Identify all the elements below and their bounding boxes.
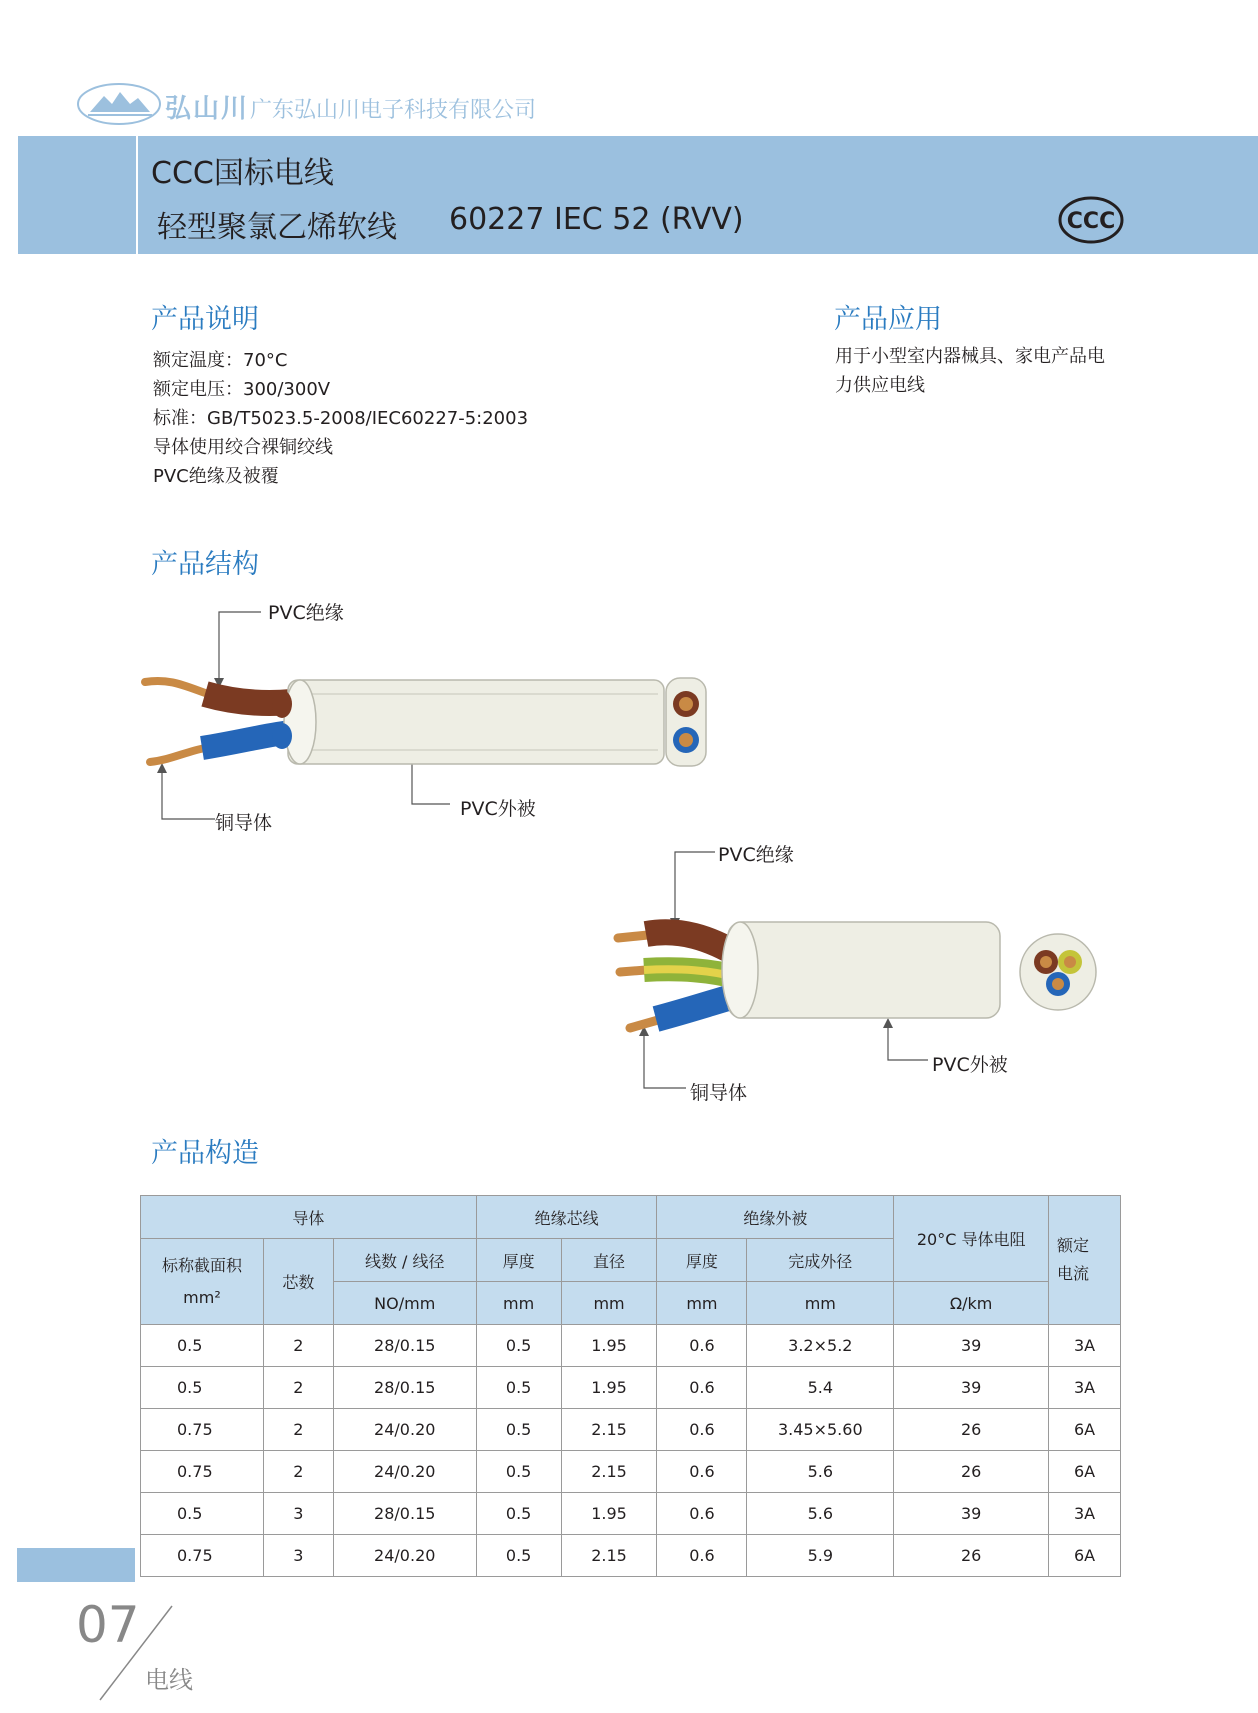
cell-resistance: 39	[894, 1493, 1049, 1535]
description-line: 导体使用绞合裸铜绞线	[153, 437, 333, 458]
cell-current: 3A	[1049, 1493, 1121, 1535]
col-outer-dia: 完成外径	[747, 1239, 894, 1282]
description-line: 额定电压：300/300V	[153, 379, 331, 400]
cell-sh-thickness: 0.6	[657, 1409, 747, 1451]
table-row	[141, 1367, 1121, 1409]
brand-name: 弘山川	[165, 94, 250, 124]
cell-cores: 2	[263, 1409, 333, 1451]
cell-ins-thickness: 0.5	[476, 1493, 561, 1535]
cell-resistance: 39	[894, 1367, 1049, 1409]
cell-ins-diameter: 1.95	[561, 1367, 657, 1409]
cell-outer-dia: 3.45×5.60	[747, 1409, 894, 1451]
cell-resistance: 39	[894, 1325, 1049, 1367]
company-name: 广东弘山川电子科技有限公司	[250, 98, 537, 123]
table-row	[141, 1451, 1121, 1493]
application-heading: 产品应用	[834, 304, 942, 335]
structure-heading: 产品结构	[151, 549, 259, 580]
cell-resistance: 26	[894, 1451, 1049, 1493]
cell-strand: 28/0.15	[333, 1493, 476, 1535]
cell-strand: 24/0.20	[333, 1409, 476, 1451]
cell-outer-dia: 5.6	[747, 1451, 894, 1493]
company-logo	[76, 82, 162, 126]
cell-current: 6A	[1049, 1535, 1121, 1577]
col-cores: 芯数	[263, 1239, 333, 1325]
cell-ins-thickness: 0.5	[476, 1367, 561, 1409]
table-row	[141, 1535, 1121, 1577]
group-conductor: 导体	[141, 1196, 477, 1239]
mountain-logo-icon	[76, 82, 162, 126]
cell-cores: 3	[263, 1493, 333, 1535]
callout-conductor-1: 铜导体	[215, 812, 273, 834]
cell-cores: 2	[263, 1451, 333, 1493]
cell-ins-thickness: 0.5	[476, 1409, 561, 1451]
page-number: 07	[76, 1596, 140, 1654]
description-line: 标准：GB/T5023.5-2008/IEC60227-5:2003	[153, 408, 529, 429]
product-code: 60227 IEC 52 (RVV)	[449, 202, 744, 237]
cell-ins-diameter: 2.15	[561, 1451, 657, 1493]
page-title: CCC国标电线	[151, 156, 334, 191]
ccc-cert-icon	[1058, 195, 1124, 249]
description-line: PVC绝缘及被覆	[153, 466, 279, 487]
footer-bar	[17, 1548, 135, 1582]
group-sheath: 绝缘外被	[657, 1196, 894, 1239]
cell-cores: 2	[263, 1325, 333, 1367]
cell-outer-dia: 3.2×5.2	[747, 1325, 894, 1367]
product-name: 轻型聚氯乙烯软线	[157, 210, 397, 245]
page-section-label: 电线	[145, 1666, 193, 1694]
cell-sh-thickness: 0.6	[657, 1367, 747, 1409]
cell-area: 0.5	[141, 1325, 264, 1367]
cell-outer-dia: 5.6	[747, 1493, 894, 1535]
col-area-label: 标称截面积	[161, 1255, 242, 1275]
cell-sh-thickness: 0.6	[657, 1535, 747, 1577]
cell-resistance: 26	[894, 1535, 1049, 1577]
table-row	[141, 1325, 1121, 1367]
description-list	[153, 346, 528, 491]
callout-sheath-2: PVC外被	[932, 1054, 1008, 1076]
unit-sh-thickness: mm	[657, 1282, 747, 1325]
cell-area: 0.75	[141, 1409, 264, 1451]
current-label-line2: 电流	[1057, 1264, 1090, 1283]
cell-cores: 3	[263, 1535, 333, 1577]
application-line: 力供应电线	[835, 375, 925, 396]
unit-strand: NO/mm	[333, 1282, 476, 1325]
callout-sheath-1: PVC外被	[460, 798, 536, 820]
cell-ins-thickness: 0.5	[476, 1535, 561, 1577]
table-row	[141, 1409, 1121, 1451]
unit-ins-diameter: mm	[561, 1282, 657, 1325]
cell-cores: 2	[263, 1367, 333, 1409]
cell-current: 6A	[1049, 1451, 1121, 1493]
cell-strand: 28/0.15	[333, 1325, 476, 1367]
three-core-cable-illustration	[600, 838, 1100, 1098]
col-ins-thickness: 厚度	[476, 1239, 561, 1282]
cert-mark-text: CCC	[1066, 209, 1116, 234]
description-heading: 产品说明	[151, 304, 259, 335]
cell-sh-thickness: 0.6	[657, 1451, 747, 1493]
cell-ins-diameter: 1.95	[561, 1493, 657, 1535]
cell-current: 3A	[1049, 1367, 1121, 1409]
cell-outer-dia: 5.9	[747, 1535, 894, 1577]
group-insulated-core: 绝缘芯线	[476, 1196, 657, 1239]
col-area	[141, 1239, 264, 1325]
col-strand: 线数 / 线径	[333, 1239, 476, 1282]
callout-conductor-2: 铜导体	[690, 1082, 748, 1104]
cell-area: 0.75	[141, 1451, 264, 1493]
two-core-cable-illustration	[130, 590, 730, 830]
cell-ins-diameter: 2.15	[561, 1409, 657, 1451]
col-ins-diameter: 直径	[561, 1239, 657, 1282]
unit-resistance: Ω/km	[894, 1282, 1049, 1325]
cell-area: 0.75	[141, 1535, 264, 1577]
callout-insulation-1: PVC绝缘	[268, 602, 344, 624]
cell-ins-diameter: 2.15	[561, 1535, 657, 1577]
cell-ins-diameter: 1.95	[561, 1325, 657, 1367]
cell-ins-thickness: 0.5	[476, 1325, 561, 1367]
cell-current: 6A	[1049, 1409, 1121, 1451]
unit-outer-dia: mm	[747, 1282, 894, 1325]
cell-strand: 24/0.20	[333, 1451, 476, 1493]
group-current	[1049, 1196, 1121, 1325]
cell-ins-thickness: 0.5	[476, 1451, 561, 1493]
header-side-block	[18, 136, 136, 254]
cell-resistance: 26	[894, 1409, 1049, 1451]
unit-ins-thickness: mm	[476, 1282, 561, 1325]
description-line: 额定温度：70°C	[153, 350, 288, 371]
construction-heading: 产品构造	[151, 1138, 259, 1169]
cell-strand: 24/0.20	[333, 1535, 476, 1577]
cell-sh-thickness: 0.6	[657, 1325, 747, 1367]
construction-table	[140, 1195, 1121, 1577]
cell-area: 0.5	[141, 1367, 264, 1409]
table-row	[141, 1493, 1121, 1535]
cell-current: 3A	[1049, 1325, 1121, 1367]
application-line: 用于小型室内器械具、家电产品电	[835, 346, 1105, 367]
callout-insulation-2: PVC绝缘	[718, 844, 794, 866]
col-sh-thickness: 厚度	[657, 1239, 747, 1282]
cell-strand: 28/0.15	[333, 1367, 476, 1409]
cell-area: 0.5	[141, 1493, 264, 1535]
col-area-unit: mm²	[183, 1287, 221, 1307]
cell-outer-dia: 5.4	[747, 1367, 894, 1409]
current-label-line1: 额定	[1057, 1236, 1090, 1255]
application-text	[835, 342, 1105, 400]
group-resistance: 20°C 导体电阻	[894, 1196, 1049, 1282]
cell-sh-thickness: 0.6	[657, 1493, 747, 1535]
